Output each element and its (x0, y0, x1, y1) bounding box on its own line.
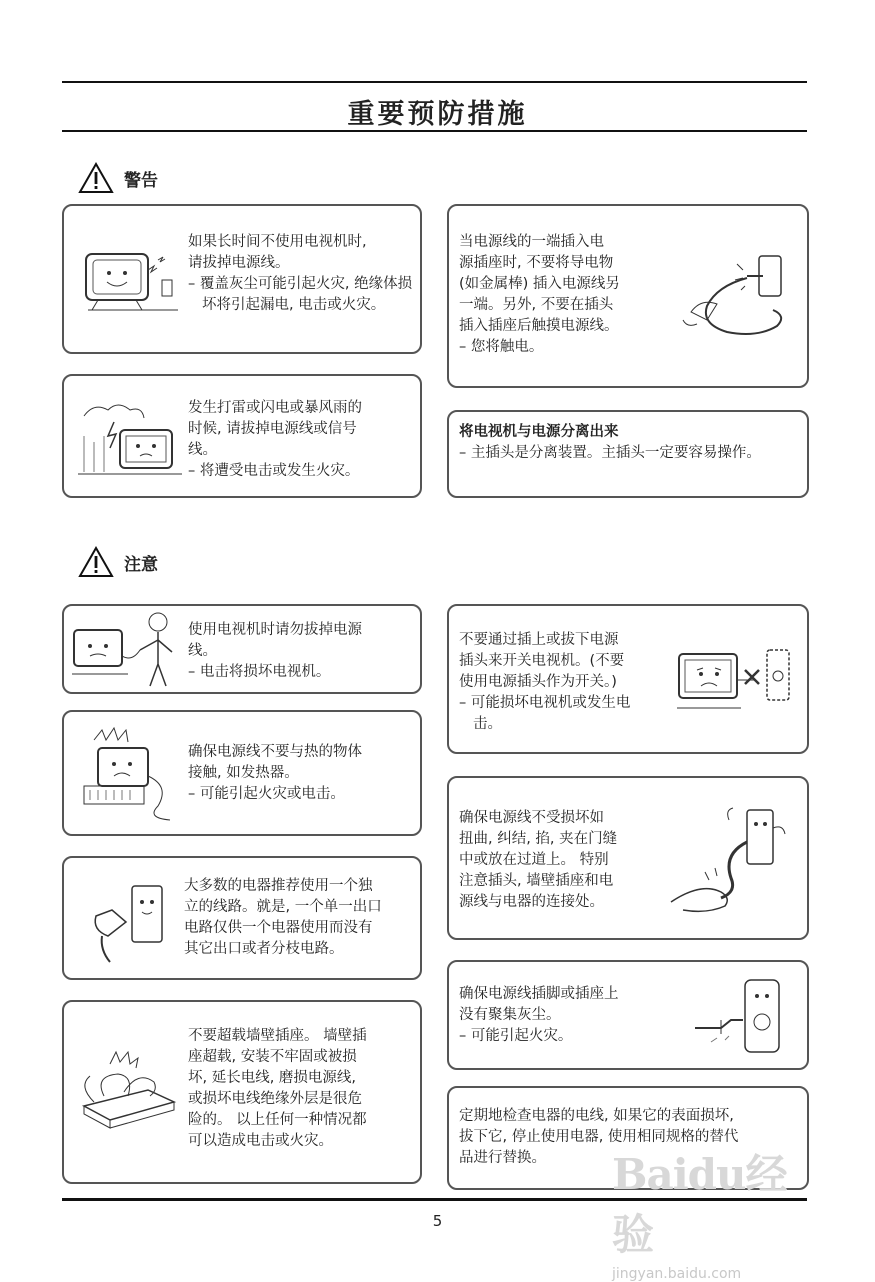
caution-7-note: – 可能引起火灾。 (459, 1028, 573, 1044)
caution-6-line-4: 注意插头, 墙壁插座和电 (459, 873, 614, 889)
caution-5-note: – 可能损坏电视机或发生电击。 (459, 695, 631, 732)
warning-1-line-2: 请拔掉电源线。 (188, 255, 290, 271)
caution-box-7 (447, 960, 809, 1070)
caution-1-line-2: 线。 (188, 643, 217, 659)
caution-label: 注意 (124, 554, 158, 575)
caution-box-6 (447, 776, 809, 940)
warning-box-2 (62, 374, 422, 498)
warning-box-4 (447, 410, 809, 498)
warning-2-line-1: 发生打雷或闪电或暴风雨的 (188, 400, 362, 416)
caution-6-line-3: 中或放在过道上。 特别 (459, 852, 609, 868)
warning-box-3 (447, 204, 809, 388)
warning-1-note: – 覆盖灰尘可能引起火灾, 绝缘体损坏将引起漏电, 电击或火灾。 (188, 276, 413, 313)
warning-4-note: – 主插头是分离装置。主插头一定要容易操作。 (459, 445, 761, 461)
caution-box-5 (447, 604, 809, 754)
warning-3-line-4: 一端。另外, 不要在插头 (459, 297, 614, 313)
caution-2-note: – 可能引起火灾或电击。 (188, 786, 345, 802)
caution-7-line-1: 确保电源线插脚或插座上 (459, 986, 619, 1002)
watermark (612, 1142, 822, 1282)
caution-2-line-2: 接触, 如发热器。 (188, 765, 299, 781)
warning-4-heading: 将电视机与电源分离出来 (459, 424, 619, 440)
caution-box-1 (62, 604, 422, 694)
warning-label: 警告 (124, 170, 158, 191)
caution-box-3 (62, 856, 422, 980)
warning-3-note: – 您将触电。 (459, 339, 544, 355)
plug-dust-illustration (685, 974, 795, 1062)
warning-heading (78, 158, 158, 198)
plug-shock-illustration (677, 246, 795, 346)
caution-6-line-1: 确保电源线不受损坏如 (459, 810, 604, 826)
watermark-logo: Baidu经验 (612, 1150, 787, 1259)
caution-8-line-1: 定期地检查电器的电线, 如果它的表面损坏, (459, 1108, 734, 1124)
warning-2-note: – 将遭受电击或发生火灾。 (188, 463, 360, 479)
watermark-url: jingyan.baidu.com (612, 1266, 742, 1282)
caution-8-line-3: 品进行替换。 (459, 1150, 546, 1166)
caution-5-line-1: 不要通过插上或拔下电源 (459, 632, 619, 648)
caution-4-line-2: 座超载, 安装不牢固或被损 (188, 1049, 357, 1065)
caution-5-line-3: 使用电源插头作为开关。) (459, 674, 617, 690)
warning-3-line-1: 当电源线的一端插入电 (459, 234, 604, 250)
page-title: 重要预防措施 (347, 99, 528, 130)
hand-cord-illustration (661, 802, 801, 918)
caution-1-line-1: 使用电视机时请勿拔掉电源 (188, 622, 362, 638)
caution-7-line-2: 没有聚集灰尘。 (459, 1007, 561, 1023)
warning-triangle-icon (78, 546, 114, 578)
tv-plug-x-illustration (671, 636, 797, 726)
warning-2-line-2: 时候, 请拔掉电源线或信号 (188, 421, 357, 437)
warning-2-line-3: 线。 (188, 442, 217, 458)
caution-8-line-2: 拔下它, 停止使用电器, 使用相同规格的替代 (459, 1129, 739, 1145)
caution-3-line-2: 立的线路。就是, 一个单一出口 (184, 899, 382, 915)
caution-1-note: – 电击将损坏电视机。 (188, 664, 331, 680)
warning-3-line-2: 源插座时, 不要将导电物 (459, 255, 614, 271)
caution-3-line-1: 大多数的电器推荐使用一个独 (184, 878, 373, 894)
caution-box-2 (62, 710, 422, 836)
title-underline (62, 130, 807, 132)
caution-box-4 (62, 1000, 422, 1184)
tv-man-plug-illustration (68, 608, 186, 692)
warning-box-1 (62, 204, 422, 354)
caution-3-line-4: 其它出口或者分枝电路。 (184, 941, 344, 957)
tv-unplug-illustration (78, 240, 188, 320)
caution-6-line-2: 扭曲, 纠结, 掐, 夹在门缝 (459, 831, 618, 847)
caution-4-line-4: 或损坏电线绝缘外层是很危 (188, 1091, 362, 1107)
warning-3-line-5: 插入插座后触摸电源线。 (459, 318, 619, 334)
caution-6-line-5: 源线与电器的连接处。 (459, 894, 604, 910)
caution-4-line-3: 坏, 延长电线, 磨损电源线, (188, 1070, 357, 1086)
caution-5-line-2: 插头来开关电视机。(不要 (459, 653, 625, 669)
caution-heading (78, 542, 158, 582)
tv-lightning-illustration (74, 396, 186, 480)
caution-4-line-5: 险的。 以上任何一种情况都 (188, 1112, 367, 1128)
tv-heater-illustration (74, 726, 186, 826)
caution-2-line-1: 确保电源线不要与热的物体 (188, 744, 362, 760)
warning-1-line-1: 如果长时间不使用电视机时, (188, 234, 367, 250)
warning-3-line-3: (如金属棒) 插入电源线另 (459, 276, 620, 292)
warning-triangle-icon (78, 162, 114, 194)
overloaded-outlet-illustration (74, 1046, 186, 1146)
outlet-plug-illustration (86, 876, 176, 966)
caution-4-line-6: 可以造成电击或火灾。 (188, 1133, 333, 1149)
caution-4-line-1: 不要超载墙壁插座。 墙壁插 (188, 1028, 367, 1044)
top-rule (62, 81, 807, 83)
caution-3-line-3: 电路仅供一个电器使用而没有 (184, 920, 373, 936)
page-number: 5 (432, 1212, 443, 1230)
